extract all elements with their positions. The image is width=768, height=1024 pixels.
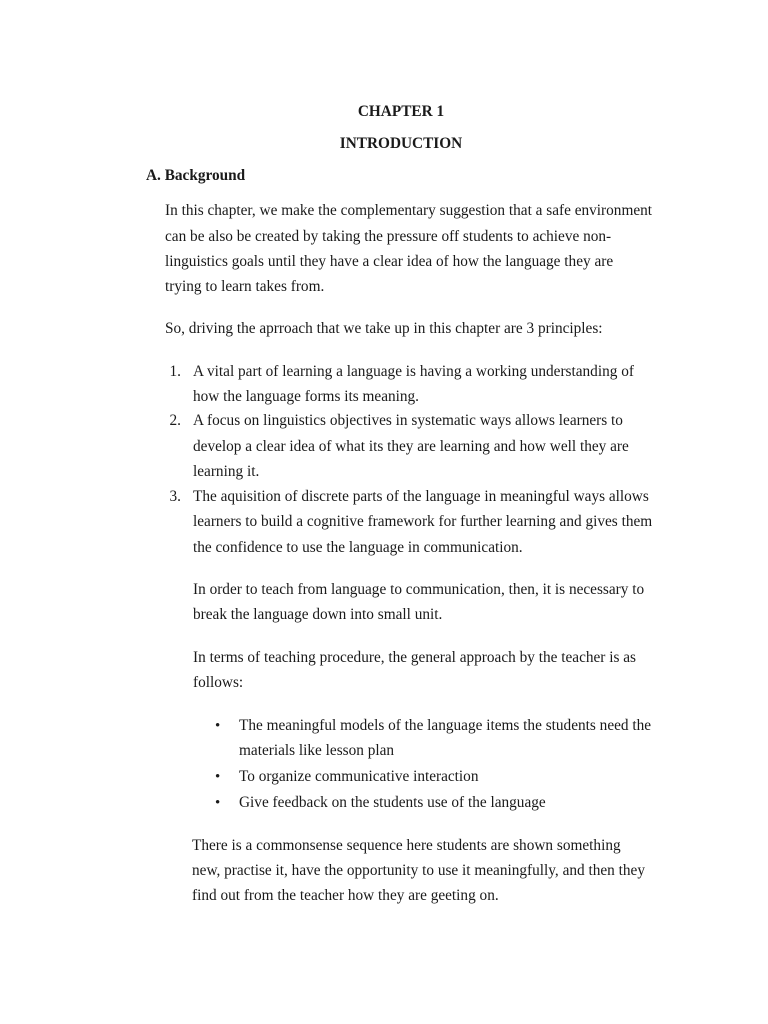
paragraph-line: linguistics goals until they have a clear idea of how the language they are xyxy=(165,253,614,270)
list-item-line: materials like lesson plan xyxy=(239,742,395,759)
paragraph-line: trying to learn takes from. xyxy=(165,278,325,295)
list-item-line: learners to build a cognitive framework for further learning and gives them xyxy=(193,513,653,530)
list-item-line: Give feedback on the students use of the language xyxy=(239,794,546,811)
list-item-line: learning it. xyxy=(193,463,260,480)
paragraph-line: break the language down into small unit. xyxy=(193,606,443,623)
list-item-line: The aquisition of discrete parts of the language in meaningful ways allows xyxy=(193,488,649,505)
paragraph-line: follows: xyxy=(193,674,244,691)
bullet-icon: • xyxy=(215,795,221,811)
list-number: 3. xyxy=(169,488,181,505)
list-number: 2. xyxy=(169,412,181,429)
section-heading: A. Background xyxy=(146,167,246,184)
bullet-icon: • xyxy=(215,769,221,785)
chapter-title: INTRODUCTION xyxy=(339,135,463,152)
list-item-line: the confidence to use the language in communication. xyxy=(193,539,523,556)
paragraph-line: new, practise it, have the opportunity to use it meaningfully, and then they xyxy=(192,862,645,879)
chapter-number: CHAPTER 1 xyxy=(357,103,445,120)
paragraph-line: In this chapter, we make the complementary suggestion that a safe environment xyxy=(165,202,653,219)
paragraph-line: In order to teach from language to communication, then, it is necessary to xyxy=(193,581,645,598)
list-number: 1. xyxy=(169,363,181,380)
paragraph-line: can be also be created by taking the pressure off students to achieve non- xyxy=(165,228,612,245)
bullet-icon: • xyxy=(215,718,221,734)
paragraph-line: There is a commonsense sequence here students are shown something xyxy=(192,837,621,854)
paragraph-line: find out from the teacher how they are geeting on. xyxy=(192,887,499,904)
list-item-line: A vital part of learning a language is having a working understanding of xyxy=(193,363,634,380)
list-item-line: how the language forms its meaning. xyxy=(193,388,420,405)
list-item-line: The meaningful models of the language items the students need the xyxy=(239,717,652,734)
paragraph-line: In terms of teaching procedure, the general approach by the teacher is as xyxy=(193,649,636,666)
list-item-line: develop a clear idea of what its they are learning and how well they are xyxy=(193,438,629,455)
principles-intro: So, driving the aprroach that we take up in this chapter are 3 principles: xyxy=(165,320,603,337)
list-item-line: A focus on linguistics objectives in systematic ways allows learners to xyxy=(193,412,623,429)
list-item-line: To organize communicative interaction xyxy=(239,768,479,785)
